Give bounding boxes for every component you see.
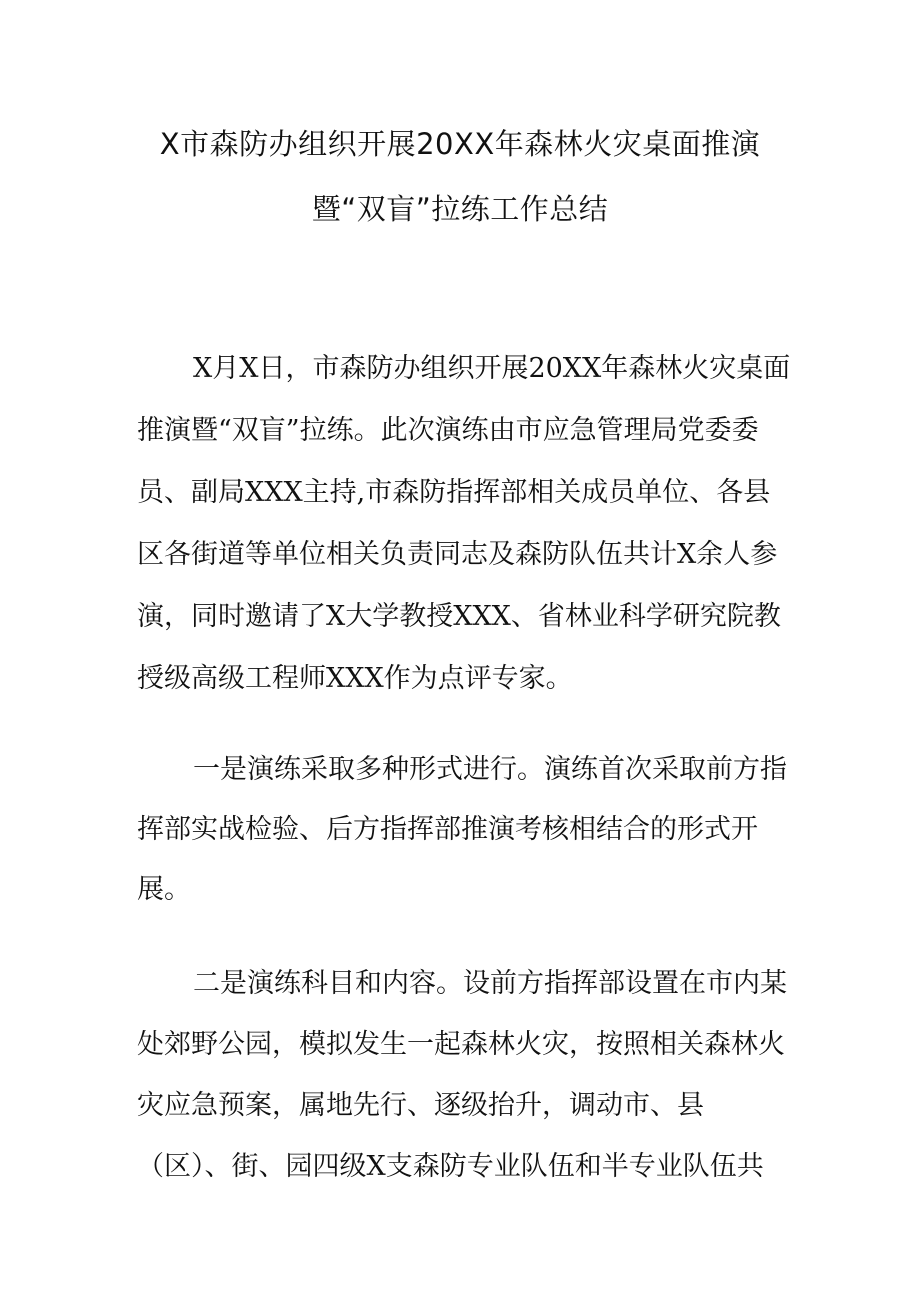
paragraph-1-line-6: 授级高级工程师XXX作为点评专家。 [137,663,573,694]
paragraph-2-line-2: 挥部实战检验、后方指挥部推演考核相结合的形式开 [137,814,758,845]
paragraph-1-line-5: 演，同时邀请了X大学教授XXX、省林业科学研究院教 [137,601,781,632]
paragraph-1-line-1: X月X日，市森防办组织开展20XX年森林火灾桌面 [193,353,791,384]
paragraph-2-line-1: 一是演练采取多种形式进行。演练首次采取前方指 [193,754,787,785]
paragraph-1-line-3: 员、副局XXX主持,市森防指挥部相关成员单位、各县 [137,477,771,508]
paragraph-3-line-3: 灾应急预案，属地先行、逐级抬升，调动市、县 [137,1090,704,1121]
document-title-line-1: X市森防办组织开展20XX年森林火灾桌面推演 [159,127,761,161]
paragraph-3-line-1: 二是演练科目和内容。设前方指挥部设置在市内某 [193,968,787,999]
paragraph-3-line-2: 处郊野公园，模拟发生一起森林火灾，按照相关森林火 [137,1029,785,1060]
paragraph-1-line-4: 区各街道等单位相关负责同志及森防队伍共计X余人参 [137,539,778,570]
document-title-line-2: 暨“双盲”拉练工作总结 [311,192,609,226]
paragraph-1-line-2: 推演暨“双盲”拉练。此次演练由市应急管理局党委委 [137,415,759,446]
paragraph-3-line-4: （区）、街、园四级X支森防专业队伍和半专业队伍共 [137,1151,764,1182]
paragraph-2-line-3: 展。 [137,874,191,905]
